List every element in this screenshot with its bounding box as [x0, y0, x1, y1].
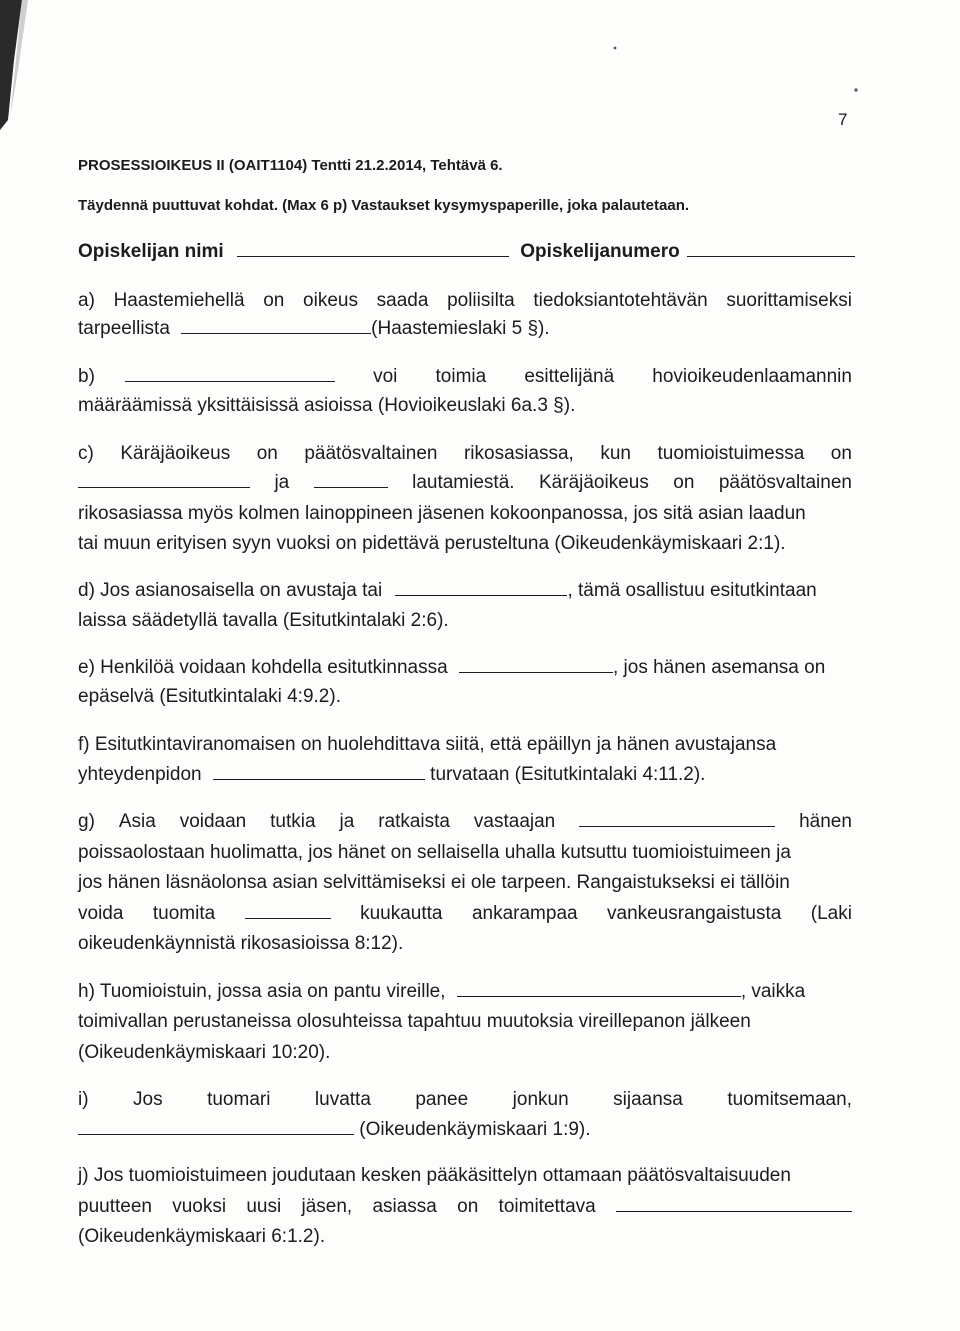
question-g-line1: [78, 807, 852, 837]
question-e-line2: epäselvä (Esitutkintalaki 4:9.2).: [78, 686, 341, 707]
word: saada: [376, 290, 429, 311]
word: hovioikeudenlaamannin: [652, 366, 852, 387]
question-i-line1: [78, 1085, 852, 1115]
answer-blank-a[interactable]: [181, 314, 371, 334]
answer-blank-b[interactable]: [125, 362, 335, 382]
word: tutkia: [270, 811, 316, 832]
word: toimitettava: [498, 1196, 596, 1217]
word: hänen: [799, 811, 852, 832]
question-h-line3: (Oikeudenkäymiskaari 10:20).: [78, 1042, 331, 1063]
question-b-line1: [78, 362, 852, 392]
word: kuukautta: [360, 903, 443, 924]
label: b): [78, 366, 95, 387]
question-c-line4: tai muun erityisen syyn vuoksi on pidettävä perusteltuna (Oikeudenkäymiskaari 2:1).: [78, 533, 786, 554]
answer-blank-d[interactable]: [395, 576, 567, 596]
answer-blank-h[interactable]: [457, 977, 741, 997]
word: panee: [415, 1089, 469, 1110]
answer-blank-c2[interactable]: [314, 468, 388, 488]
question-j-line2: [78, 1192, 852, 1222]
question-g-line4: [78, 899, 852, 929]
word: (Laki: [810, 903, 852, 924]
word: toimia: [435, 366, 487, 387]
answer-blank-g1[interactable]: [579, 807, 775, 827]
word: jäsen,: [301, 1196, 353, 1217]
question-e-line1: [78, 653, 852, 683]
word: päätösvaltainen: [718, 472, 852, 493]
question-c-line1: [78, 439, 852, 469]
exam-title: PROSESSIOIKEUS II (OAIT1104) Tentti 21.2.2014, Tehtävä 6.: [78, 157, 503, 174]
page-number: 7: [838, 110, 848, 129]
word: jonkun: [512, 1089, 569, 1110]
question-c-line2: [78, 468, 852, 498]
question-c-line3: rikosasiassa myös kolmen lainoppineen jäsenen kokoonpanossa, jos sitä asian laadun: [78, 503, 806, 524]
word: on: [256, 443, 278, 464]
b-label-group: [78, 362, 335, 392]
word: vankeusrangaistusta: [607, 903, 782, 924]
text: (Oikeudenkäymiskaari 1:9).: [359, 1119, 591, 1140]
word: c): [78, 443, 94, 464]
instructions: Täydennä puuttuvat kohdat. (Max 6 p) Vastaukset kysymyspaperille, joka palautetaan.: [78, 197, 690, 214]
answer-blank-i[interactable]: [78, 1115, 354, 1135]
word: puutteen: [78, 1196, 152, 1217]
student-fields: [78, 237, 852, 267]
word: vastaajan: [473, 811, 556, 832]
word: ja: [274, 472, 290, 493]
word: on: [830, 443, 852, 464]
question-g-line2: poissaolostaan huolimatta, jos hänet on sellaisella uhalla kutsuttu tuomioistuimeen ja: [78, 842, 791, 863]
word: tiedoksiantotehtävän: [533, 290, 708, 311]
word: tuomitsemaan,: [727, 1089, 852, 1110]
question-h-line2: toimivallan perustaneissa olosuhteissa tapahtuu muutoksia vireillepanon jälkeen: [78, 1011, 751, 1032]
text: , jos hänen asemansa on: [612, 657, 826, 678]
word: ja: [339, 811, 355, 832]
word: poliisilta: [447, 290, 515, 311]
text: (Haastemieslaki 5 §).: [371, 318, 550, 339]
word: rikosasiassa,: [463, 443, 574, 464]
question-f-line2: [78, 760, 852, 790]
word: tuomioistuimessa: [657, 443, 805, 464]
word: tuomita: [152, 903, 216, 924]
word: i): [78, 1089, 89, 1110]
word: sijaansa: [613, 1089, 683, 1110]
question-a-line1: [78, 286, 852, 316]
word: päätösvaltainen: [304, 443, 438, 464]
word: asiassa: [372, 1196, 437, 1217]
word: Asia: [118, 811, 156, 832]
text: tarpeellista: [78, 318, 170, 339]
question-j-line3: (Oikeudenkäymiskaari 6:1.2).: [78, 1226, 326, 1247]
answer-blank-j[interactable]: [616, 1192, 852, 1212]
word: tuomari: [207, 1089, 271, 1110]
word: ratkaista: [378, 811, 450, 832]
word: voi: [373, 366, 398, 387]
word: on: [263, 290, 285, 311]
text: e) Henkilöä voidaan kohdella esitutkinnassa: [78, 657, 448, 678]
word: Käräjäoikeus: [120, 443, 231, 464]
answer-blank-c1[interactable]: [78, 468, 250, 488]
word: Käräjäoikeus: [539, 472, 649, 493]
word: voida: [78, 903, 124, 924]
name-label: Opiskelijan nimi: [78, 241, 224, 262]
number-blank[interactable]: [687, 237, 855, 257]
question-d-line1: [78, 576, 852, 606]
question-h-line1: [78, 977, 852, 1007]
text: , vaikka: [740, 981, 806, 1002]
word: g): [78, 811, 95, 832]
question-g-line5: oikeudenkäynnistä rikosasioissa 8:12).: [78, 933, 404, 954]
word: kun: [600, 443, 631, 464]
text: , tämä osallistuu esitutkintaan: [567, 580, 817, 601]
word: lautamiestä.: [412, 472, 515, 493]
text: yhteydenpidon: [78, 764, 202, 785]
answer-blank-f[interactable]: [213, 760, 425, 780]
word: suorittamiseksi: [726, 290, 852, 311]
answer-blank-e[interactable]: [459, 653, 613, 673]
word: ankarampaa: [471, 903, 578, 924]
question-g-line3: jos hänen läsnäolonsa asian selvittämiseksi ei ole tarpeen. Rangaistukseksi ei tällöin: [78, 872, 790, 893]
question-i-line2: [78, 1115, 852, 1145]
word: esittelijänä: [524, 366, 615, 387]
word: a): [78, 290, 95, 311]
answer-blank-g2[interactable]: [245, 899, 331, 919]
question-j-line1: j) Jos tuomioistuimeen joudutaan kesken pääkäsittelyn ottamaan päätösvaltaisuuden: [78, 1165, 791, 1186]
word: luvatta: [314, 1089, 371, 1110]
word: Jos: [133, 1089, 163, 1110]
number-label: Opiskelijanumero: [520, 241, 680, 262]
word: Haastemiehellä: [113, 290, 245, 311]
question-d-line2: laissa säädetyllä tavalla (Esitutkintalaki 2:6).: [78, 610, 449, 631]
question-f-line1: f) Esitutkintaviranomaisen on huolehdittava siitä, että epäillyn ja hänen avustajansa: [78, 734, 777, 755]
word: vuoksi: [172, 1196, 227, 1217]
question-a-line2: [78, 314, 852, 344]
word: uusi: [246, 1196, 282, 1217]
word: voidaan: [179, 811, 247, 832]
text: h) Tuomioistuin, jossa asia on pantu vireille,: [78, 981, 446, 1002]
text: d) Jos asianosaisella on avustaja tai: [78, 580, 383, 601]
name-blank[interactable]: [237, 237, 509, 257]
question-b-line2: määräämissä yksittäisissä asioissa (Hovioikeuslaki 6a.3 §).: [78, 395, 576, 416]
word: on: [673, 472, 695, 493]
word: oikeus: [303, 290, 358, 311]
text: turvataan (Esitutkintalaki 4:11.2).: [430, 764, 706, 785]
word: on: [457, 1196, 479, 1217]
